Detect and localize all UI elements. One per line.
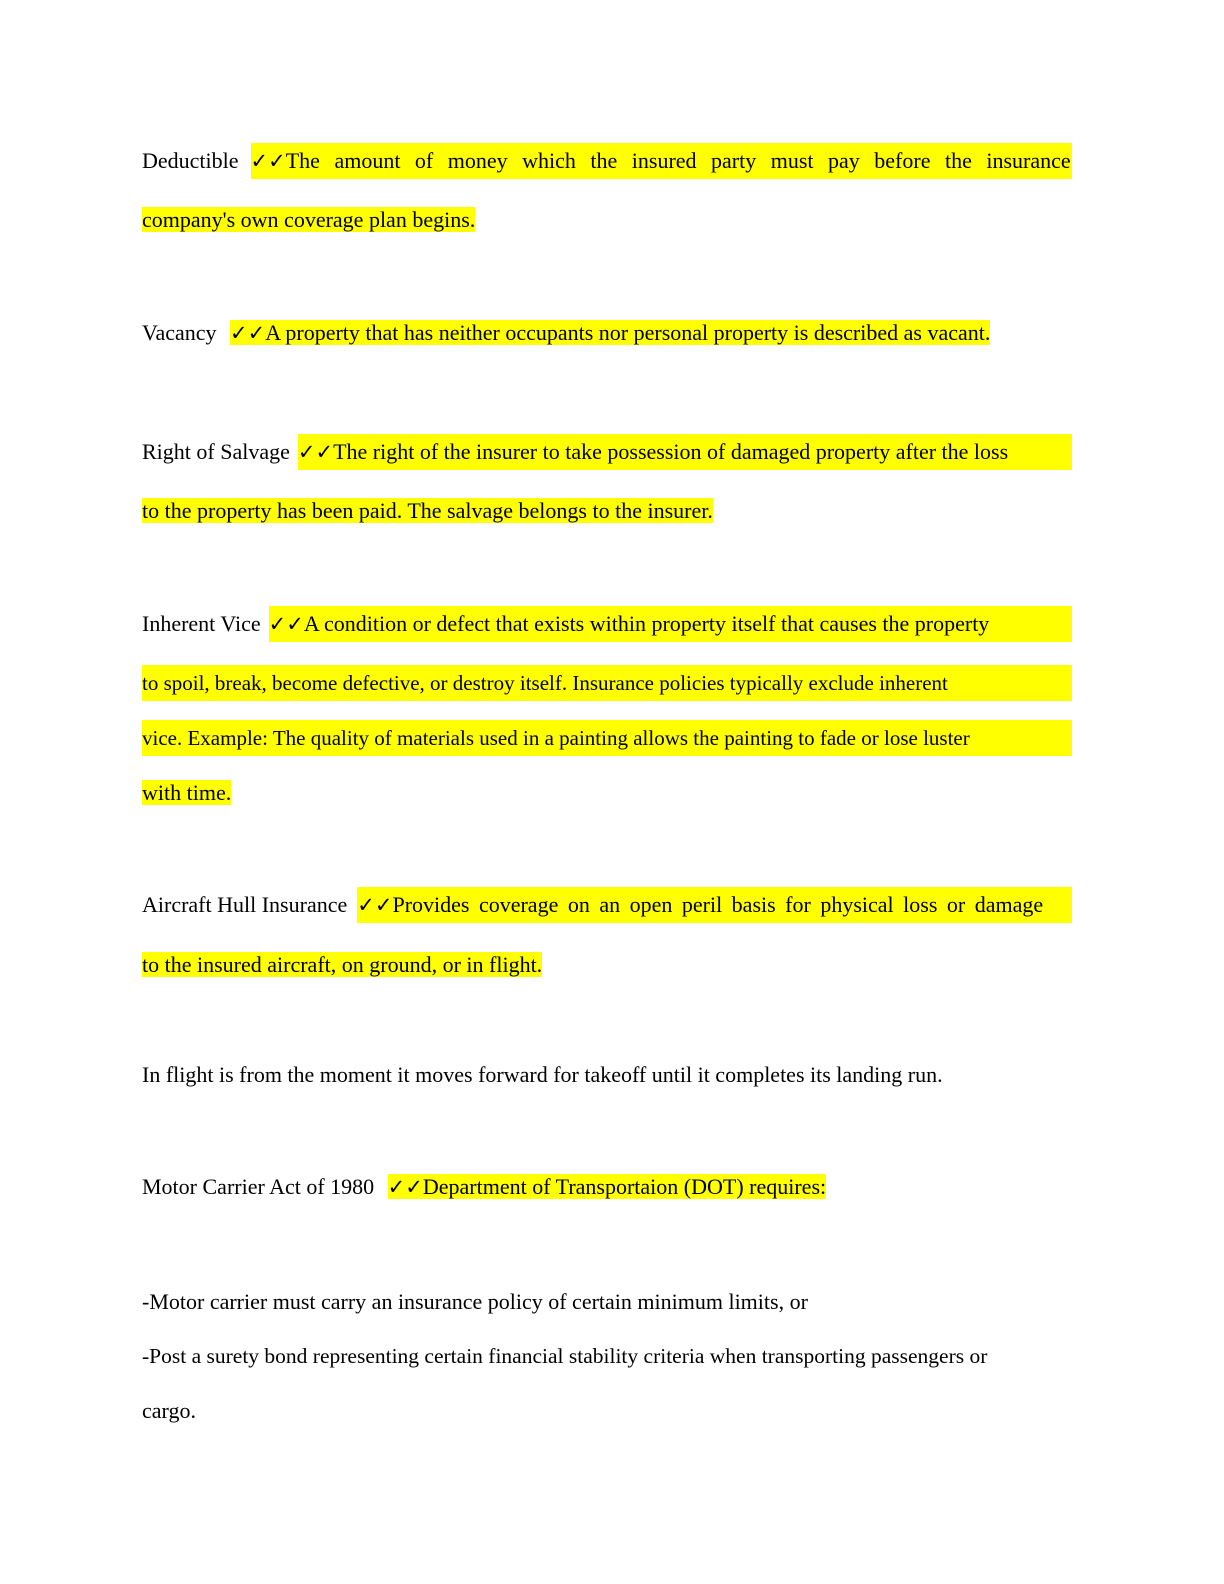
definition-line: to the insured aircraft, on ground, or in flight. (142, 952, 543, 977)
entry-vacancy-line-1 (142, 315, 990, 351)
entry-deductible-line-2 (142, 202, 475, 238)
entry-term-deductible: Deductible (142, 148, 239, 173)
definition-line: to spoil, break, become defective, or destroy itself. Insurance policies typically exclude inherent (142, 665, 1072, 701)
definition-line: company's own coverage plan begins. (142, 207, 476, 232)
entry-definition-highlight (388, 1174, 826, 1199)
definition-line: The right of the insurer to take possession of damaged property after the loss (333, 439, 1009, 464)
requirement-item-2-line-2: cargo. (142, 1398, 196, 1423)
definition-line: Provides coverage on an open peril basis for physical loss or damage (392, 892, 1044, 917)
entry-inherent-vice-line-1 (142, 606, 1072, 642)
double-check-icon: ✓✓ (387, 1175, 423, 1199)
definition-line: The amount of money which the insured party must pay before the insurance (285, 148, 1071, 173)
definition-line: to the property has been paid. The salvage belongs to the insurer. (142, 498, 713, 523)
double-check-icon: ✓✓ (268, 612, 304, 636)
entry-term-aircraft-hull-insurance: Aircraft Hull Insurance (142, 892, 348, 917)
entry-salvage-line-2 (142, 493, 713, 529)
double-check-icon: ✓✓ (297, 440, 334, 464)
definition-line: A condition or defect that exists within property itself that causes the property (303, 611, 990, 636)
entry-aircraft-hull-line-1 (142, 887, 1072, 923)
entry-inherent-vice-line-2 (142, 665, 1072, 701)
entry-definition-highlight (298, 434, 1072, 470)
entry-term-vacancy: Vacancy (142, 320, 217, 345)
requirement-item-1: -Motor carrier must carry an insurance policy of certain minimum limits, or (142, 1289, 808, 1314)
entry-definition-highlight (357, 887, 1072, 923)
double-check-icon: ✓✓ (230, 321, 266, 345)
entry-inherent-vice-line-4 (142, 775, 231, 811)
definition-line: A property that has neither occupants nor personal property is described as vacant. (265, 320, 991, 345)
entry-term-inherent-vice: Inherent Vice (142, 611, 261, 636)
double-check-icon: ✓✓ (250, 149, 286, 173)
entry-motor-carrier-line-1 (142, 1169, 826, 1205)
entry-definition-highlight (230, 320, 990, 345)
definition-line: vice. Example: The quality of materials used in a painting allows the painting to fade or lose luster (142, 720, 1072, 756)
entry-inherent-vice-line-3 (142, 720, 1072, 756)
entry-deductible-line-1 (142, 143, 1072, 179)
paragraph-in-flight: In flight is from the moment it moves forward for takeoff until it completes its landing run. (142, 1062, 943, 1087)
entry-definition-highlight (269, 606, 1072, 642)
definition-line: Department of Transportaion (DOT) requires: (422, 1174, 827, 1199)
entry-aircraft-hull-line-2 (142, 947, 542, 983)
entry-salvage-line-1 (142, 434, 1072, 470)
entry-definition-highlight (251, 143, 1072, 179)
entry-term-right-of-salvage: Right of Salvage (142, 439, 290, 464)
entry-term-motor-carrier-act: Motor Carrier Act of 1980 (142, 1174, 375, 1199)
definition-text (251, 143, 1071, 179)
definition-line: with time. (142, 780, 232, 805)
requirement-item-2-line-1: -Post a surety bond representing certain financial stability criteria when transporting passengers or (142, 1344, 988, 1368)
double-check-icon: ✓✓ (357, 893, 393, 917)
